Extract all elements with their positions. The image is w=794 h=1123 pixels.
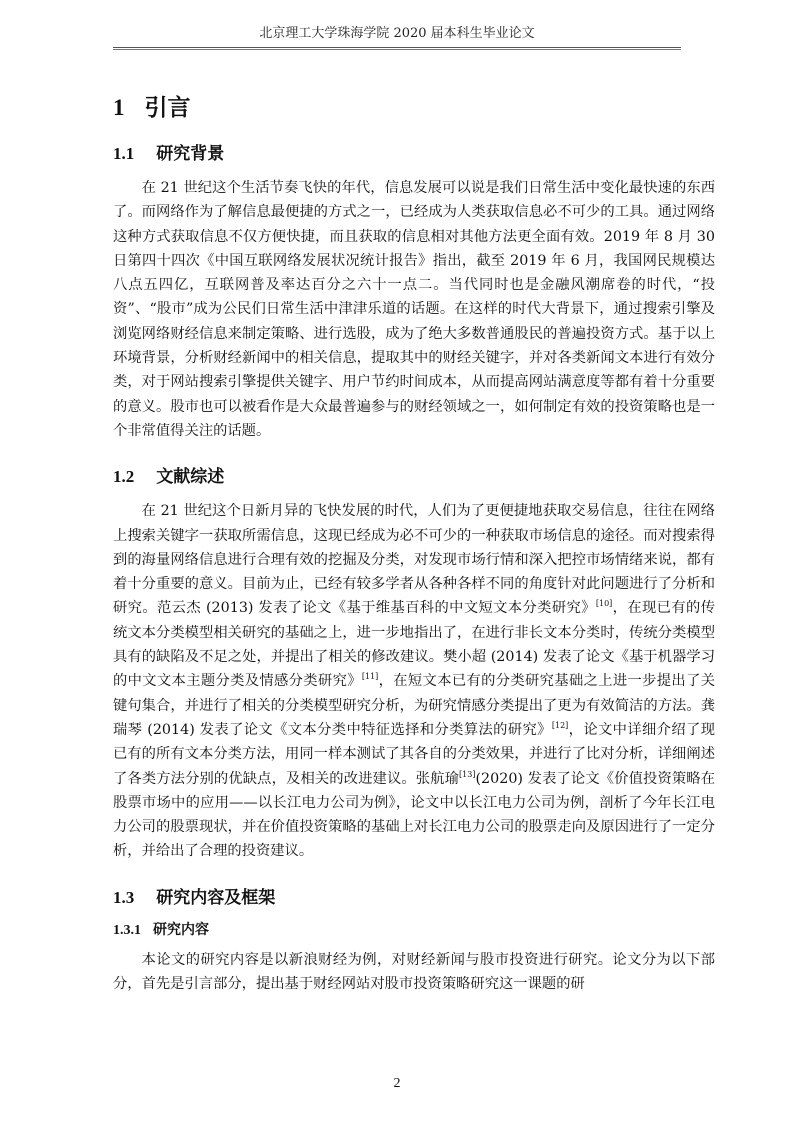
section-title-1-1 xyxy=(113,140,715,168)
citation-ref: [11] xyxy=(361,672,379,682)
subsection-title-1-3-1 xyxy=(113,918,715,942)
section-title-1-2 xyxy=(113,463,715,491)
running-header: 北京理工大学珠海学院 2020 届本科生毕业论文 xyxy=(113,22,681,48)
chapter-number: 1 xyxy=(113,95,125,120)
paragraph-text: ，在现已有的传统文本分类模型相关研究的基础之上，进一步地指出了，在进行非长文本分类时，传统分类模型具有的缺陷及不足之处，并提出了相关的修改建议。樊小超 (2014) 发表了论文《基于机器学习的中文文本主题分类及情感分类研究》 xyxy=(113,600,715,690)
section-title-text: 研究内容及框架 xyxy=(156,887,276,908)
citation-ref: [12] xyxy=(551,720,569,730)
paragraph-research-content xyxy=(113,948,715,997)
paragraph-background xyxy=(113,176,715,443)
page-content xyxy=(113,78,715,996)
paragraph-literature-review xyxy=(113,499,715,863)
section-number: 1.1 xyxy=(113,144,135,163)
subsection-title-text: 研究内容 xyxy=(153,921,209,938)
section-title-text: 研究背景 xyxy=(156,144,225,164)
paragraph-text: 本论文的研究内容是以新浪财经为例，对财经新闻与股市投资进行研究。论文分为以下部分，首先是引言部分，提出基于财经网站对股市投资策略研究这一课题的研 xyxy=(113,951,715,993)
section-title-1-3 xyxy=(113,884,715,912)
paragraph-text: 在 21 世纪这个日新月异的飞快发展的时代，人们为了更便捷地获取交易信息，往往在网络上搜索关键字一获取所需信息，这现已经成为必不可少的一种获取市场信息的途径。而对搜索得到的海量网络信息进行合理有效的挖掘及分类，对发现市场行情和深入把控市场情绪来说，都有着十分重要的意义。目前为止，已经有较多学者从各种各样不同的角度针对此问题进行了分析和研究。范云杰 (2013) 发表了论文《基于维基百科的中文短文本分类研究》 xyxy=(113,503,715,617)
paragraph-text: ，论文中详细介绍了现已有的所有文本分类方法，用同一样本测试了其各自的分类效果，并进行了比对分析，详细阐述了各类方法分别的优缺点，及相关的改进建议。张航瑜 xyxy=(113,721,715,787)
paragraph-text: ，在短文本已有的分类研究基础之上进一步提出了关键句集合，并进行了相关的分类模型研究分析，为研究情感分类提出了更为有效简洁的方法。龚瑞琴 (2014) 发表了论文《文本分类中特征选择和分类算法的研究》 xyxy=(113,673,716,738)
paragraph-text: 在 21 世纪这个生活节奏飞快的年代，信息发展可以说是我们日常生活中变化最快速的东西了。而网络作为了解信息最便捷的方式之一，已经成为人类获取信息必不可少的工具。通过网络这种方式获取信息不仅方便快捷，而且获取的信息相对其他方法更全面有效。2019 年 8 月 30 日第四十四次《中国互联网络发展状况统计报告》指出，截至 2019 年 6 月，我国网民规模达八点五四亿，互联网普及率达百分之六十一点二。当代同时也是金融风潮席卷的时代，“投资”、“股市”成为公民们日常生活中津津乐道的话题。在这样的时代大背景下，通过搜索引擎及浏览网络财经信息来制定策略、进行选股，成为了绝大多数普通股民的普遍投资方式。基于以上环境背景，分析财经新闻中的相关信息，提取其中的财经关键字，并对各类新闻文本进行有效分类，对于网站搜索引擎提供关键字、用户节约时间成本，从而提高网站满意度等都有着十分重要的意义。股市也可以被看作是大众最普遍参与的财经领域之一，如何制定有效的投资策略也是一个非常值得关注的话题。 xyxy=(113,180,715,439)
section-title-text: 文献综述 xyxy=(156,467,225,488)
section-number: 1.2 xyxy=(113,467,135,487)
chapter-title xyxy=(113,88,715,128)
section-number: 1.3 xyxy=(113,887,135,907)
chapter-title-text: 引言 xyxy=(144,94,191,121)
page-number: 2 xyxy=(393,1076,401,1091)
citation-ref: [10] xyxy=(595,599,613,609)
citation-ref: [13] xyxy=(459,769,476,779)
paragraph-text: (2020) 发表了论文《价值投资策略在股票市场中的应用——以长江电力公司为例》，论文中以长江电力公司为例，剖析了今年长江电力公司的股票现状，并在价值投资策略的基础上对长江电力公司的股票走向及原因进行了一定分析，并给出了合理的投资建议。 xyxy=(113,770,715,860)
subsection-number: 1.3.1 xyxy=(113,922,141,938)
